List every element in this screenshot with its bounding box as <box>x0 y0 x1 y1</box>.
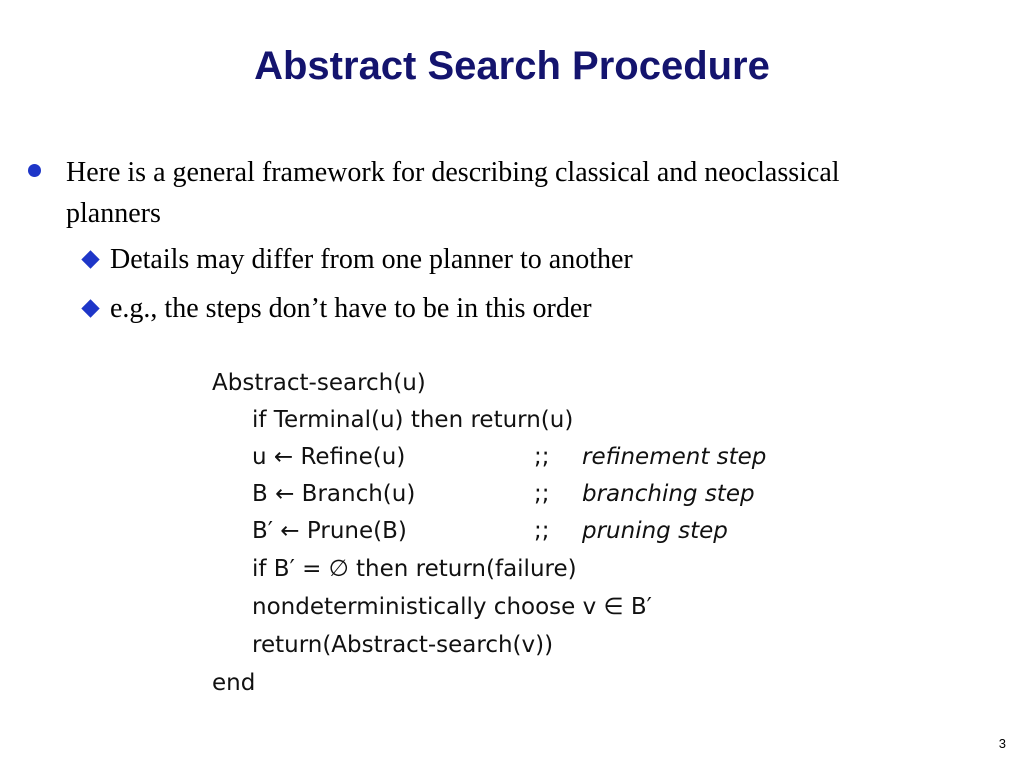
algorithm-failure-line: if B′ = ∅ then return(failure) <box>252 556 577 582</box>
algorithm-branch-line <box>212 476 852 513</box>
sub-bullet-text: e.g., the steps don’t have to be in this order <box>110 293 592 324</box>
refine-separator: ;; <box>534 444 550 470</box>
bullet-dot-icon <box>28 164 41 177</box>
algorithm-end: end <box>212 670 256 696</box>
diamond-bullet-icon <box>81 250 99 268</box>
page-number: 3 <box>998 736 1006 751</box>
prune-code: B′ ← Prune(B) <box>252 518 407 544</box>
main-bullet-text: Here is a general framework for describing classical and neoclassical planners <box>66 157 840 229</box>
branch-comment: branching step <box>582 481 755 507</box>
algorithm-choose-line: nondeterministically choose v ∈ B′ <box>252 594 652 620</box>
refine-comment: refinement step <box>582 444 767 470</box>
sub-bullet-text: Details may differ from one planner to another <box>110 244 633 275</box>
refine-code: u ← Refine(u) <box>252 444 406 470</box>
algorithm-return-line: return(Abstract-search(v)) <box>252 632 554 658</box>
prune-separator: ;; <box>534 518 550 544</box>
slide-title: Abstract Search Procedure <box>254 44 770 88</box>
branch-separator: ;; <box>534 481 550 507</box>
diamond-bullet-icon <box>81 299 99 317</box>
branch-code: B ← Branch(u) <box>252 481 416 507</box>
algorithm-refine-line <box>212 439 852 476</box>
algorithm-terminal-line: if Terminal(u) then return(u) <box>252 407 574 433</box>
algorithm-prune-line <box>212 513 852 550</box>
algorithm-header: Abstract-search(u) <box>212 370 426 396</box>
prune-comment: pruning step <box>582 518 728 544</box>
